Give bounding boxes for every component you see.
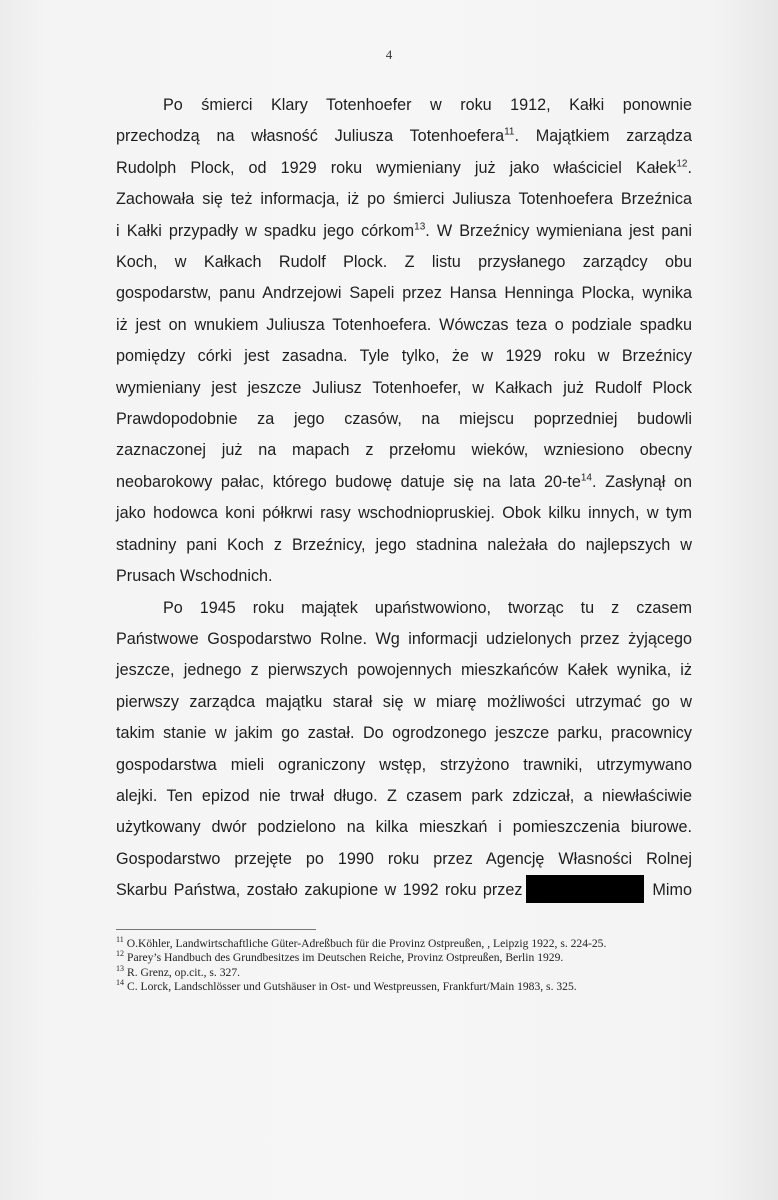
text-line: Koch, w Kałkach Rudolf Plock. Z listu przysłanego zarządcy obu: [116, 253, 692, 272]
text-line: użytkowany dwór podzielono na kilka mieszkań i pomieszczenia biurowe.: [116, 818, 692, 837]
text-line: [116, 875, 692, 906]
footnote: [116, 963, 696, 980]
text-line: [116, 467, 692, 498]
footnote-number: 14: [116, 978, 124, 988]
page-number: 4: [385, 47, 393, 62]
text-line: iż jest on wnukiem Juliusza Totenhoefera. Wówczas teza o podziale spadku: [116, 315, 692, 334]
text-line: Po śmierci Klary Totenhoefer w roku 1912, Kałki ponownie: [163, 96, 692, 114]
text-line: Prawdopodobnie za jego czasów, na miejscu poprzedniej budowli: [116, 410, 692, 429]
footnote-text: Parey’s Handbuch des Grundbesitzes im Deutschen Reiche, Provinz Ostpreußen, Berlin 1929.: [127, 951, 564, 965]
footnote-divider: [116, 929, 316, 930]
redaction-box: [526, 875, 644, 903]
footnote-number: 12: [116, 949, 124, 959]
text-line: pierwszy zarządca majątku starał się w miarę możliwości utrzymać go w: [116, 692, 692, 711]
text-segment: i Kałki przypadły w spadku jego córkom: [116, 221, 415, 240]
footnote-text: C. Lorck, Landschlösser und Gutshäuser in Ost- und Westpreussen, Frankfurt/Main 1983, s. 325.: [127, 979, 577, 993]
text-segment: . W Brzeźnicy wymieniana jest pani: [425, 221, 692, 240]
paragraph-2: [116, 593, 692, 907]
text-line: gospodarstwa mieli ograniczony wstęp, strzyżono trawniki, utrzymywano: [116, 755, 692, 774]
text-line: Państwowe Gospodarstwo Rolne. Wg informacji udzielonych przez żyjącego: [116, 629, 692, 648]
text-line: Zachowała się też informacja, iż po śmierci Juliusza Totenhoefera Brzeźnica: [116, 190, 692, 209]
text-segment: . Majątkiem zarządza: [514, 127, 692, 146]
text-line: [116, 153, 692, 184]
paragraph-1: [116, 90, 692, 593]
footnote: [116, 937, 696, 951]
footnotes: [116, 937, 696, 994]
footnote-ref: 13: [414, 221, 426, 233]
text-segment: Skarbu Państwa, zostało zakupione w 1992 roku przez: [116, 881, 523, 900]
text-line: [116, 121, 692, 152]
text-line: gospodarstw, panu Andrzejowi Sapeli przez Hansa Henninga Plocka, wynika: [116, 284, 692, 303]
text-segment: neobarokowy pałac, którego budowę datuje się na lata 20-te: [116, 472, 581, 491]
footnote-number: 13: [116, 963, 124, 973]
text-line: [116, 216, 692, 247]
text-segment: przechodzą na własność Juliusza Totenhoefera: [116, 127, 505, 146]
text-line: stadniny pani Koch z Brzeźnicy, jego stadnina należała do najlepszych w: [116, 535, 692, 554]
text-line: jako hodowca koni półkrwi rasy wschodniopruskiej. Obok kilku innych, w tym: [116, 504, 692, 523]
text-segment: .: [687, 158, 692, 177]
footnote: [116, 951, 696, 965]
footnote: [116, 980, 696, 994]
text-line: jeszcze, jednego z pierwszych powojennych mieszkańców Kałek wynika, iż: [116, 661, 692, 680]
footnote-ref: 11: [504, 127, 515, 139]
footnote-text: R. Grenz, op.cit., s. 327.: [127, 965, 241, 979]
text-line: alejki. Ten epizod nie trwał długo. Z czasem park zdziczał, a niewłaściwie: [116, 786, 692, 805]
text-line: Po 1945 roku majątek upaństwowiono, tworząc tu z czasem: [163, 598, 692, 617]
footnote-number: 11: [116, 935, 124, 945]
text-line: takim stanie w jakim go zastał. Do ogrodzonego jeszcze parku, pracownicy: [116, 724, 692, 743]
footnote-ref: 12: [676, 158, 688, 170]
text-segment: . Zasłynął on: [591, 472, 692, 491]
body-text: [116, 90, 692, 907]
text-segment: Mimo: [652, 881, 692, 900]
text-line: Prusach Wschodnich.: [116, 567, 273, 586]
text-line: Gospodarstwo przejęte po 1990 roku przez Agencję Własności Rolnej: [116, 849, 692, 868]
footnote-ref: 14: [580, 472, 592, 484]
text-line: wymieniany jest jeszcze Juliusz Totenhoefer, w Kałkach już Rudolf Plock: [116, 378, 692, 397]
text-line: zaznaczonej już na mapach z przełomu wieków, wzniesiono obecny: [116, 441, 692, 460]
text-line: pomiędzy córki jest zasadna. Tyle tylko, że w 1929 roku w Brzeźnicy: [116, 347, 692, 366]
text-segment: Rudolph Plock, od 1929 roku wymieniany już jako właściciel Kałek: [116, 158, 677, 177]
footnote-text: O.Köhler, Landwirtschaftliche Güter-Adreßbuch für die Provinz Ostpreußen, , Leipzig 1922, s. 224-25.: [126, 937, 607, 950]
